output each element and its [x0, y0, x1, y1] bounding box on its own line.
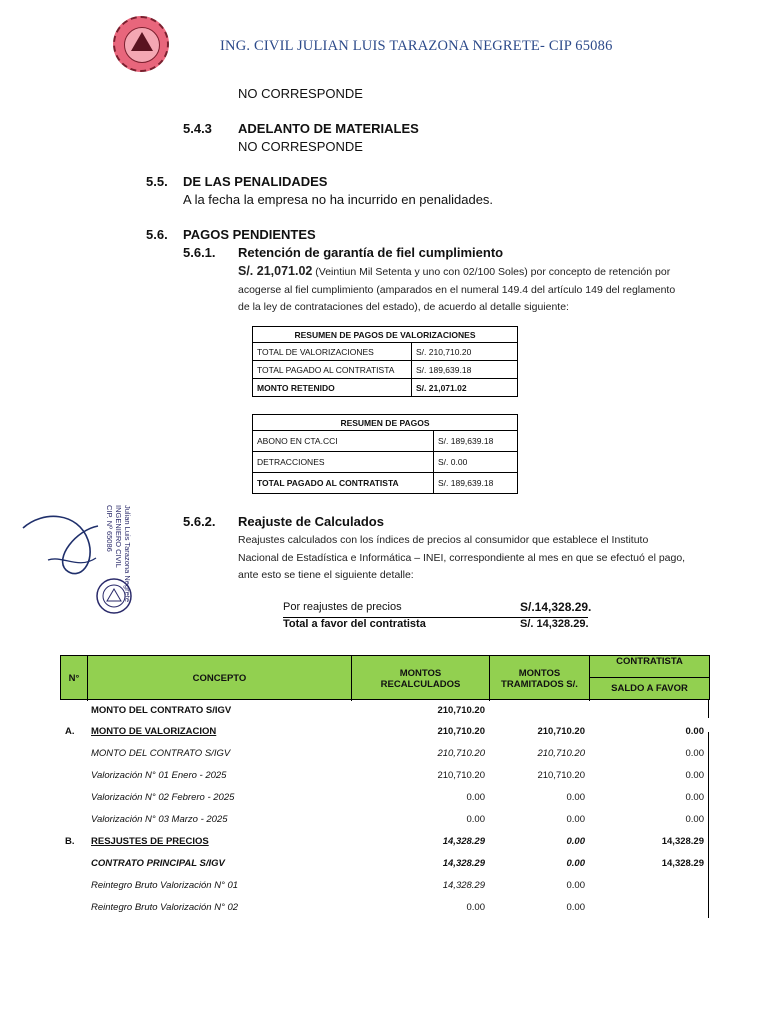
cell-tramitado: 210,710.20 [537, 770, 585, 781]
no-corresponde-text: NO CORRESPONDE [238, 139, 363, 154]
section-title: Reajuste de Calculados [238, 514, 384, 529]
table-row [253, 473, 518, 494]
section-title: Retención de garantía de fiel cumplimiento [238, 245, 504, 260]
row-value: S/. 189,639.18 [412, 361, 518, 379]
section-title: ADELANTO DE MATERIALES [238, 121, 419, 136]
header-n: N° [61, 656, 88, 701]
row-label: TOTAL PAGADO AL CONTRATISTA [253, 473, 434, 494]
cell-recalculado: 210,710.20 [437, 726, 485, 737]
cell-recalculado: 14,328.29 [442, 858, 485, 869]
row-value: S/. 21,071.02 [412, 379, 518, 397]
signature-text-block [92, 505, 144, 603]
cell-n: B. [65, 836, 75, 847]
cell-concepto: MONTO DEL CONTRATO S/IGV [91, 748, 231, 759]
row-value: S/. 0.00 [434, 452, 518, 473]
table-row [60, 743, 710, 765]
cell-concepto: CONTRATO PRINCIPAL S/IGV [91, 858, 225, 869]
row-value: S/. 210,710.20 [412, 343, 518, 361]
table-row [60, 765, 710, 787]
paragraph-line: Nacional de Estadística e Informática – INEI, correspondiente al mes en que se efectuó el pago, [238, 551, 686, 564]
header-title: ING. CIVIL JULIAN LUIS TARAZONA NEGRETE- CIP 65086 [220, 38, 613, 54]
cell-tramitado: 0.00 [566, 880, 585, 891]
section-title: PAGOS PENDIENTES [183, 227, 316, 242]
section-number: 5.6.2. [183, 514, 216, 529]
cell-tramitado: 0.00 [566, 836, 585, 847]
table-row [253, 343, 518, 361]
signature-stroke [23, 516, 98, 573]
paragraph-line: acogerse al fiel cumplimiento (amparados en el numeral 149.4 del artículo 149 del reglamento [238, 283, 676, 296]
table-row [60, 721, 710, 743]
cell-concepto: RESJUSTES DE PRECIOS [91, 836, 209, 847]
table-row [60, 809, 710, 831]
table-row [60, 700, 710, 722]
summary-label: Total a favor del contratista [283, 618, 426, 630]
header-concepto: CONCEPTO [88, 656, 352, 701]
section-number: 5.5. [146, 174, 168, 189]
section-number: 5.6. [146, 227, 168, 242]
section-title: DE LAS PENALIDADES [183, 174, 328, 189]
cell-recalculado: 0.00 [466, 792, 485, 803]
cell-recalculado: 210,710.20 [437, 748, 485, 759]
row-label: ABONO EN CTA.CCI [253, 431, 434, 452]
table-row [60, 853, 710, 875]
table-row [60, 787, 710, 809]
table-row [60, 831, 710, 853]
cell-recalculado: 14,328.29 [442, 880, 485, 891]
cell-recalculado: 210,710.20 [437, 705, 485, 716]
row-label: TOTAL DE VALORIZACIONES [253, 343, 412, 361]
penalidades-text: A la fecha la empresa no ha incurrido en penalidades. [183, 192, 494, 207]
no-corresponde-text: NO CORRESPONDE [238, 86, 363, 101]
detail-table-header [60, 655, 710, 700]
row-label: MONTO RETENIDO [253, 379, 412, 397]
cell-concepto: MONTO DEL CONTRATO S/IGV [91, 705, 232, 716]
table-title: RESUMEN DE PAGOS DE VALORIZACIONES [253, 327, 518, 343]
paragraph-line: Reajustes calculados con los índices de precios al consumidor que establece el Instituto [238, 534, 649, 546]
summary-value: S/. 14,328.29. [520, 618, 589, 630]
cell-saldo: 14,328.29 [661, 836, 704, 847]
table-row [60, 897, 710, 919]
header-saldo: SALDO A FAVOR [611, 683, 688, 694]
row-label: TOTAL PAGADO AL CONTRATISTA [253, 361, 412, 379]
resumen-valorizaciones-table [252, 326, 518, 397]
cell-saldo: 0.00 [685, 770, 704, 781]
cell-recalculado: 0.00 [466, 902, 485, 913]
header-montos-recalculados: MONTOS RECALCULADOS [352, 656, 490, 701]
cell-saldo: 0.00 [685, 748, 704, 759]
cell-tramitado: 0.00 [566, 814, 585, 825]
cell-saldo: 0.00 [685, 814, 704, 825]
cell-tramitado: 0.00 [566, 902, 585, 913]
cell-saldo: 0.00 [685, 792, 704, 803]
reajuste-summary-row [283, 600, 592, 618]
cell-concepto: Valorización N° 01 Enero - 2025 [91, 770, 227, 781]
signature-cip: CIP. Nº 65086 [105, 505, 114, 552]
reajuste-paragraph [238, 532, 686, 585]
cell-tramitado: 210,710.20 [537, 726, 585, 737]
cell-concepto: MONTO DE VALORIZACION [91, 726, 217, 737]
row-value: S/. 189,639.18 [434, 431, 518, 452]
cell-n: A. [65, 726, 75, 737]
paragraph-line: (Veintiun Mil Setenta y uno con 02/100 Soles) por concepto de retención por [312, 266, 671, 278]
table-row [253, 379, 518, 397]
cell-tramitado: 0.00 [566, 792, 585, 803]
row-label: DETRACCIONES [253, 452, 434, 473]
table-title: RESUMEN DE PAGOS [253, 415, 518, 431]
cell-tramitado: 210,710.20 [537, 748, 585, 759]
cell-recalculado: 14,328.29 [442, 836, 485, 847]
retencion-amount: S/. 21,071.02 [238, 264, 313, 278]
section-number: 5.4.3 [183, 121, 212, 136]
table-row [253, 431, 518, 452]
cell-concepto: Valorización N° 03 Marzo - 2025 [91, 814, 228, 825]
summary-value: S/.14,328.29. [520, 600, 592, 614]
summary-label: Por reajustes de precios [283, 601, 402, 613]
cell-concepto: Valorización N° 02 Febrero - 2025 [91, 792, 235, 803]
paragraph-line: de la ley de contrataciones del estado), de acuerdo al detalle siguiente: [238, 301, 569, 313]
header-montos-tramitados: MONTOS TRAMITADOS S/. [490, 656, 590, 701]
cell-recalculado: 0.00 [466, 814, 485, 825]
section-number: 5.6.1. [183, 245, 216, 260]
table-row [60, 875, 710, 897]
cell-tramitado: 0.00 [566, 858, 585, 869]
cell-concepto: Reintegro Bruto Valorización N° 01 [91, 880, 239, 891]
cell-recalculado: 210,710.20 [437, 770, 485, 781]
company-logo-icon [113, 16, 169, 72]
table-row [253, 452, 518, 473]
cell-concepto: Reintegro Bruto Valorización N° 02 [91, 902, 239, 913]
retencion-paragraph [238, 263, 678, 317]
cell-saldo: 0.00 [685, 726, 704, 737]
signature-name: Julian Luis Tarazona Negrete [123, 505, 132, 603]
header-contratista: CONTRATISTA [590, 656, 709, 678]
paragraph-line: ante esto se tiene el siguiente detalle: [238, 569, 414, 581]
row-value: S/. 189,639.18 [434, 473, 518, 494]
table-row [253, 361, 518, 379]
signature-title: INGENIERO CIVIL [114, 505, 123, 568]
resumen-pagos-table [252, 414, 518, 494]
cell-saldo: 14,328.29 [661, 858, 704, 869]
